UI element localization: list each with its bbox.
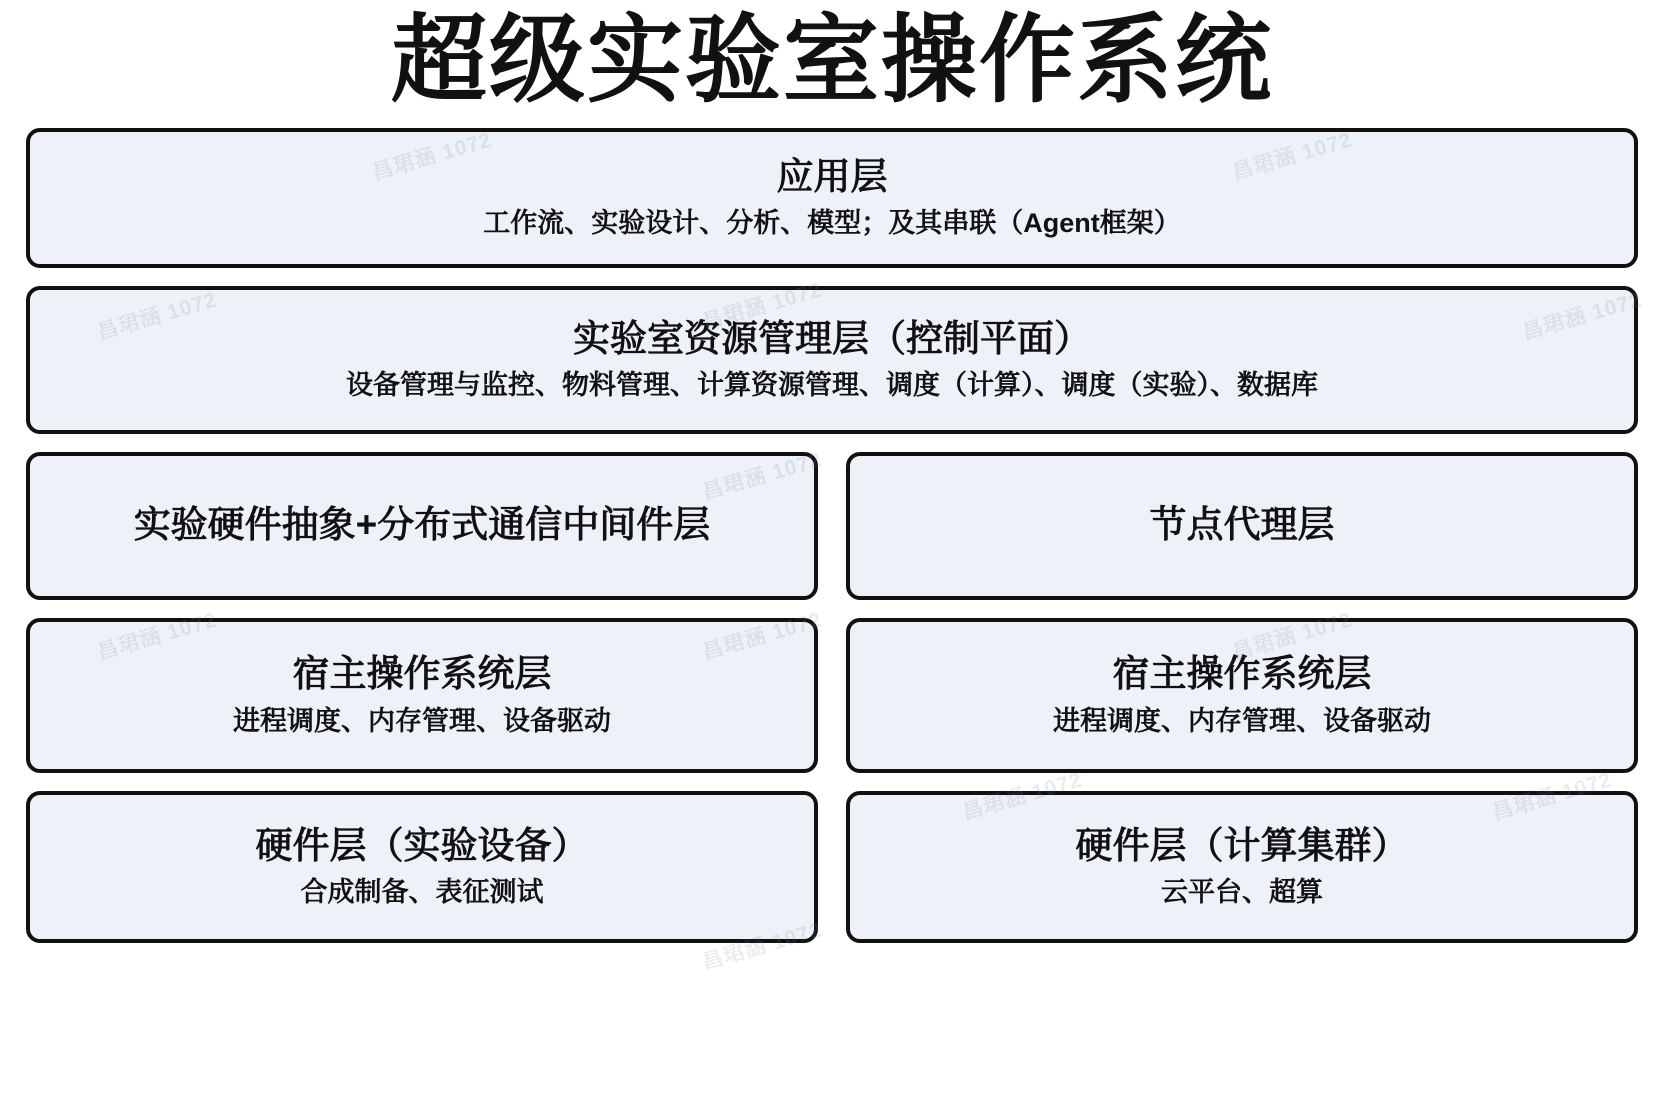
layer-host-os-right-detail: 进程调度、内存管理、设备驱动	[1053, 705, 1431, 736]
layer-hardware-compute-cluster	[846, 791, 1638, 943]
layer-host-os-left-title: 宿主操作系统层	[292, 653, 552, 695]
layer-hardware-compute-cluster-detail: 云平台、超算	[1161, 877, 1323, 908]
layer-stack	[0, 128, 1664, 943]
layer-hardware-abstraction-middleware	[26, 452, 818, 600]
layer-hardware-abstraction-middleware-title: 实验硬件抽象+分布式通信中间件层	[133, 504, 711, 546]
watermark-text: 昌珺涵 1072	[699, 918, 825, 975]
layer-host-os-left-detail: 进程调度、内存管理、设备驱动	[233, 705, 611, 736]
layer-hardware-lab-equipment	[26, 791, 818, 943]
layer-application	[26, 128, 1638, 268]
layer-node-agent-title: 节点代理层	[1149, 504, 1335, 546]
layer-resource-management-title: 实验室资源管理层（控制平面）	[573, 317, 1091, 359]
layer-node-agent	[846, 452, 1638, 600]
layer-hardware-compute-cluster-title: 硬件层（计算集群）	[1075, 824, 1409, 866]
row-host-os	[26, 618, 1638, 773]
layer-resource-management-detail: 设备管理与监控、物料管理、计算资源管理、调度（计算）、调度（实验）、数据库	[346, 370, 1318, 401]
layer-application-title: 应用层	[776, 155, 888, 197]
layer-hardware-lab-equipment-detail: 合成制备、表征测试	[300, 877, 544, 908]
layer-resource-management	[26, 286, 1638, 434]
row-hardware	[26, 791, 1638, 943]
page-title: 超级实验室操作系统	[391, 7, 1273, 114]
layer-host-os-right	[846, 618, 1638, 773]
layer-hardware-lab-equipment-title: 硬件层（实验设备）	[255, 824, 589, 866]
layer-host-os-right-title: 宿主操作系统层	[1112, 653, 1372, 695]
layer-host-os-left	[26, 618, 818, 773]
row-middleware	[26, 452, 1638, 600]
layer-application-detail: 工作流、实验设计、分析、模型；及其串联（Agent框架）	[483, 208, 1181, 239]
